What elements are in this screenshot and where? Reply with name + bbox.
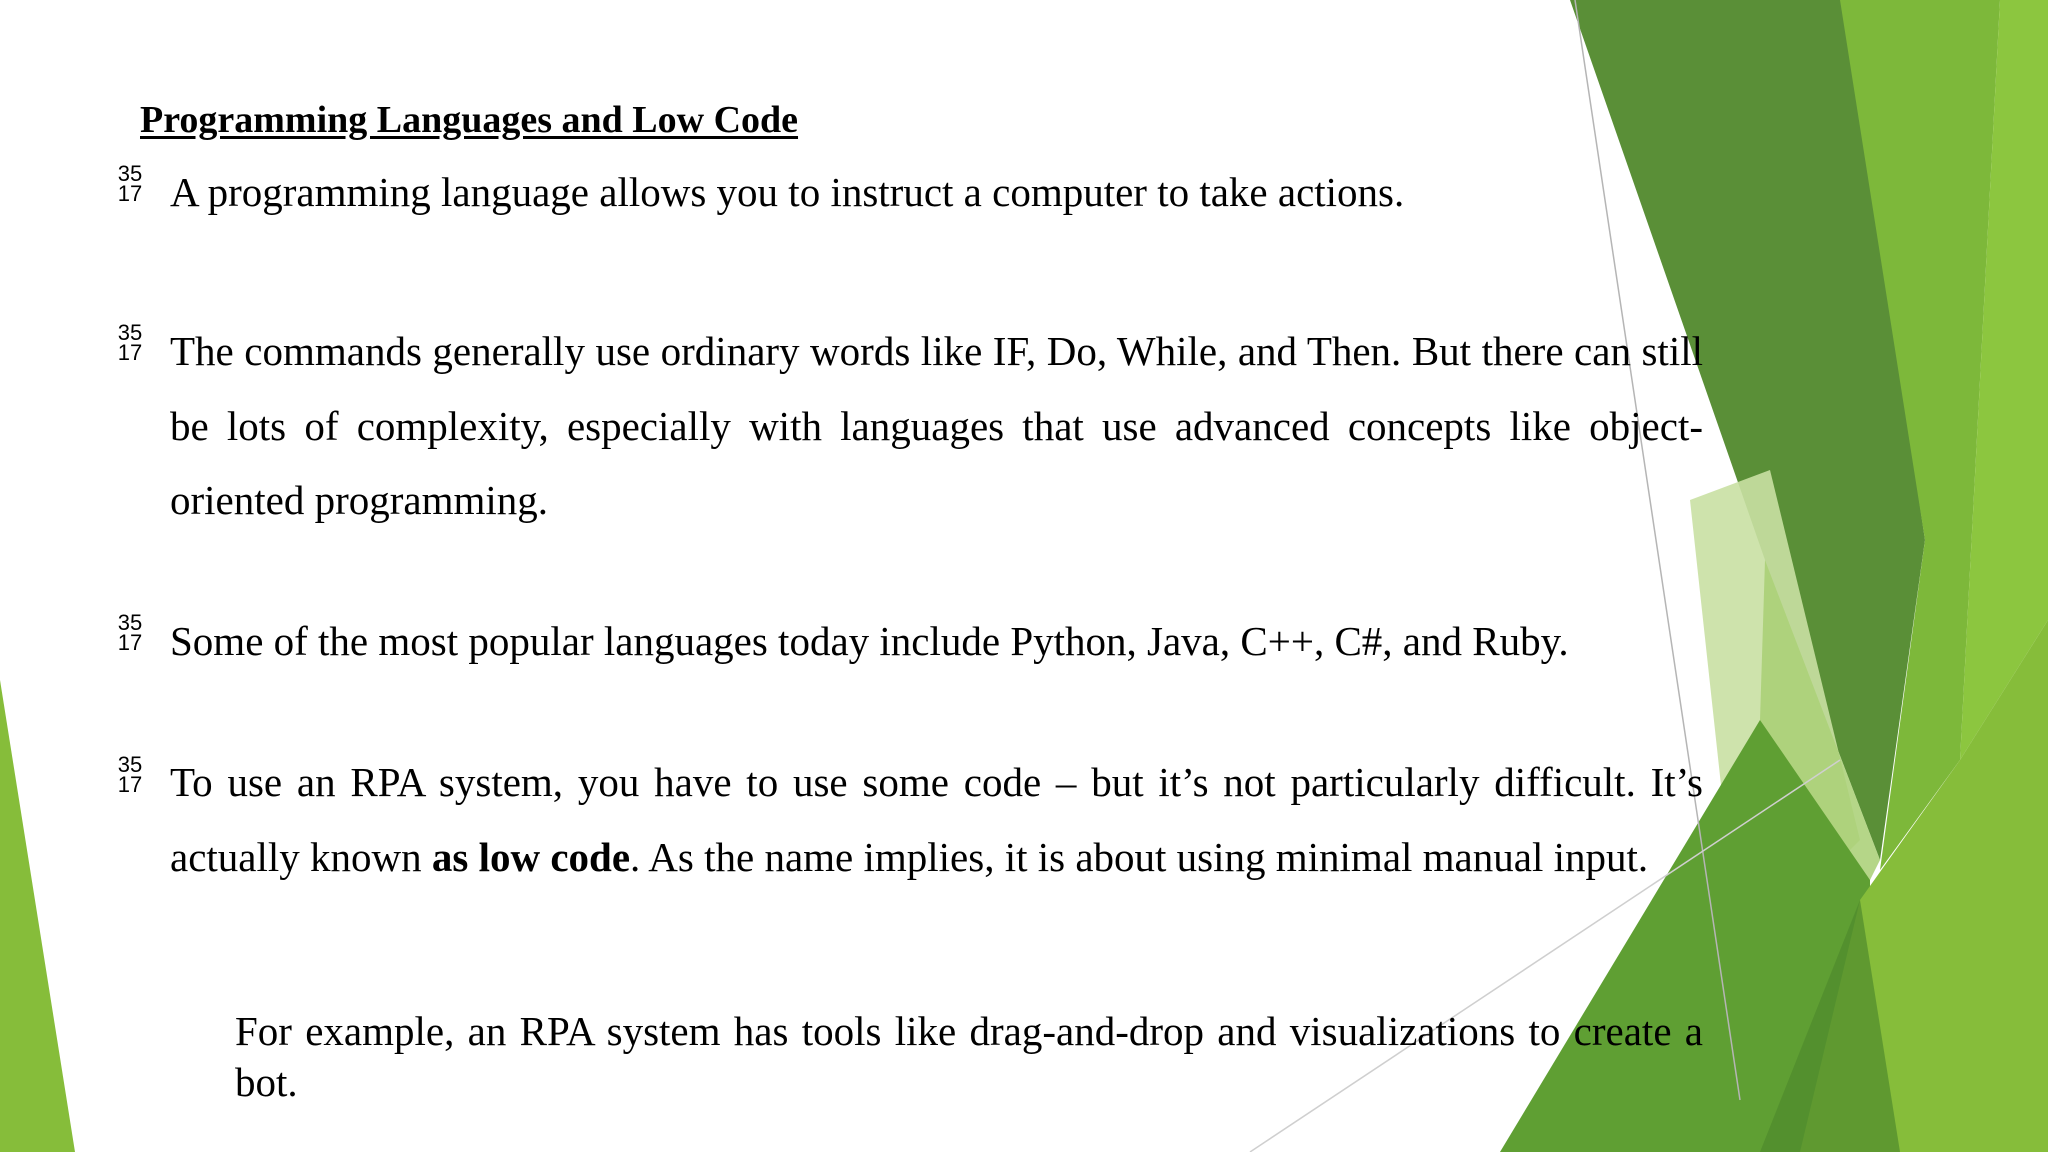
bullet-marker xyxy=(112,610,148,655)
bullet-2-text: The commands generally use ordinary words like IF, Do, While, and Then. But there can still be lots of complexity, especially with languages that use advanced concepts like object-oriented programming. xyxy=(170,328,1703,523)
bullet-4-text-after: . As the name implies, it is about using minimal manual input. xyxy=(630,833,1649,880)
bullet-marker-bottom: 17 xyxy=(117,181,143,206)
bullet-1-text: A programming language allows you to instruct a computer to take actions. xyxy=(170,169,1405,215)
bullet-marker xyxy=(112,161,148,206)
bullet-marker-top: 35 xyxy=(117,610,143,635)
bullet-marker-bottom: 17 xyxy=(117,340,143,365)
example-paragraph: For example, an RPA system has tools like drag-and-drop and visualizations to create a bot. xyxy=(235,1008,1703,1105)
bullet-marker-bottom: 17 xyxy=(117,772,143,797)
bullet-marker-top: 35 xyxy=(117,320,143,345)
bullet-marker-top: 35 xyxy=(117,752,143,777)
bullet-marker-bottom: 17 xyxy=(117,630,143,655)
slide-title: Programming Languages and Low Code xyxy=(140,99,799,141)
low-code-emphasis: as low code xyxy=(431,833,631,880)
bullet-3-text: Some of the most popular languages today include Python, Java, C++, C#, and Ruby. xyxy=(170,618,1569,664)
left-green-sliver xyxy=(0,680,75,1152)
bullet-marker-top: 35 xyxy=(117,161,143,186)
bullet-4-text xyxy=(170,745,1703,894)
bullet-marker xyxy=(112,752,148,797)
bullet-marker xyxy=(112,320,148,365)
bullet-4-text-before: To use an RPA system, you have to use some code – but it’s not particularly difficult. It’s actually known xyxy=(170,759,1703,880)
